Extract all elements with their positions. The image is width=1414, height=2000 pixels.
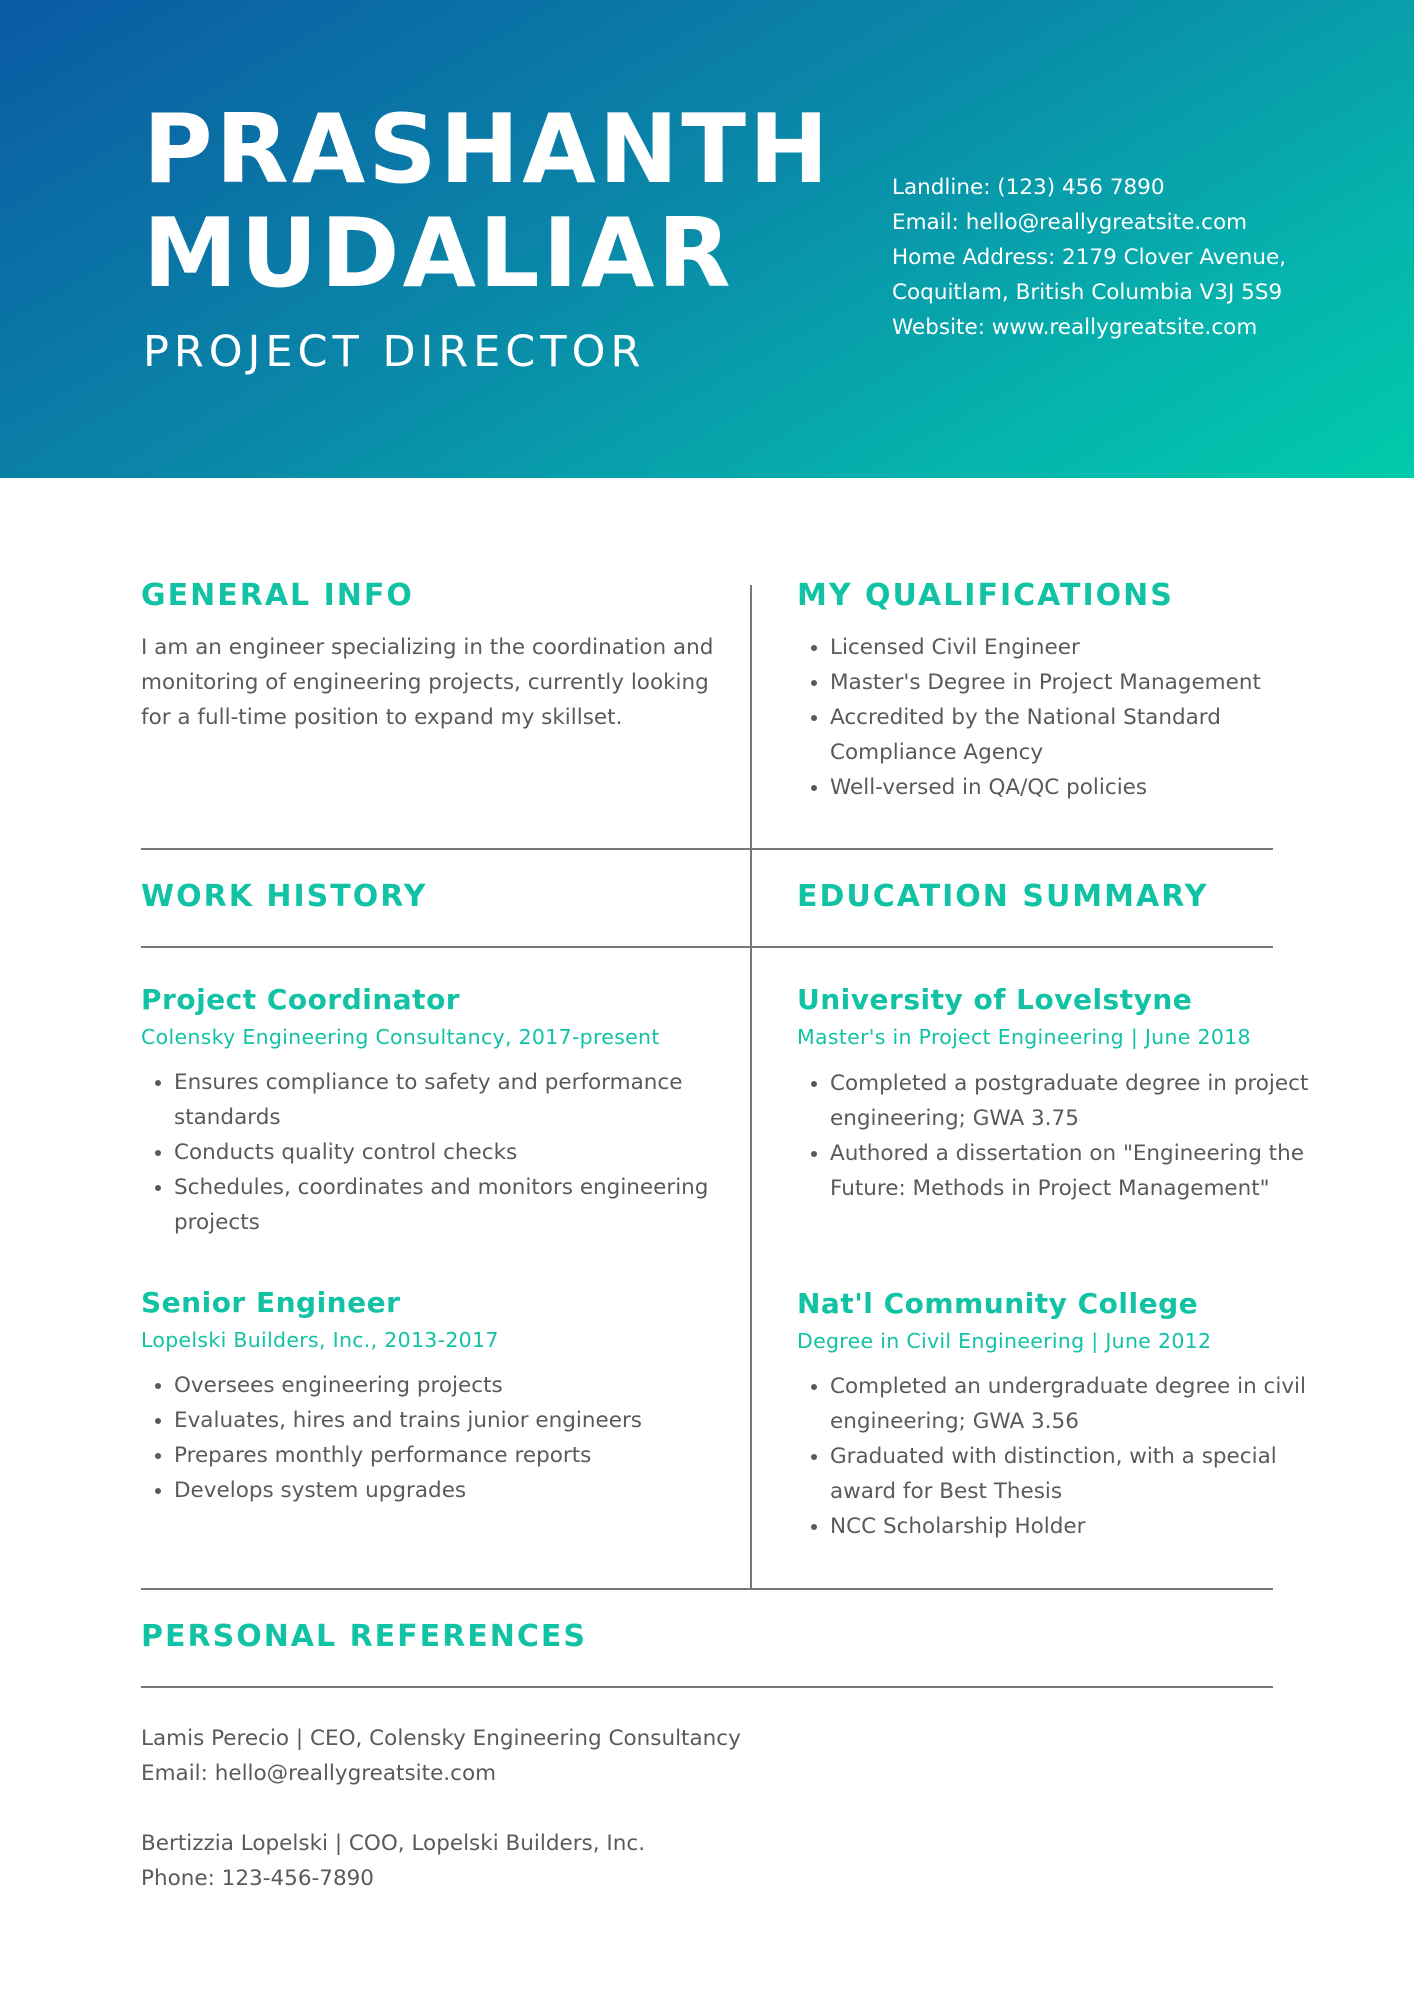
list-item: • Master's Degree in Project Management bbox=[830, 665, 1330, 700]
qualifications-heading: MY QUALIFICATIONS bbox=[797, 578, 1174, 613]
address-line-2: Coquitlam, British Columbia V3J 5S9 bbox=[892, 280, 1283, 305]
general-info-heading: GENERAL INFO bbox=[141, 578, 414, 613]
job-company: Lopelski Builders, Inc., 2013-2017 bbox=[141, 1328, 499, 1352]
school-details bbox=[797, 1066, 1320, 1206]
section-divider bbox=[141, 848, 1273, 850]
reference-name: Lamis Perecio | CEO, Colensky Engineering Consultancy bbox=[141, 1726, 741, 1751]
list-item: • Develops system upgrades bbox=[174, 1473, 764, 1508]
job-duties bbox=[141, 1368, 764, 1508]
first-name: PRASHANTH bbox=[143, 95, 832, 205]
school-details bbox=[797, 1369, 1320, 1544]
reference-contact: Phone: 123-456-7890 bbox=[141, 1866, 374, 1891]
list-item: • Prepares monthly performance reports bbox=[174, 1438, 764, 1473]
section-divider bbox=[141, 1588, 1273, 1590]
email: Email: hello@reallygreatsite.com bbox=[892, 210, 1248, 235]
list-item: • Authored a dissertation on "Engineering the Future: Methods in Project Management" bbox=[830, 1136, 1320, 1206]
job-company: Colensky Engineering Consultancy, 2017-present bbox=[141, 1025, 660, 1049]
reference-contact: Email: hello@reallygreatsite.com bbox=[141, 1761, 497, 1786]
education-heading: EDUCATION SUMMARY bbox=[797, 879, 1209, 914]
job-duties bbox=[141, 1065, 764, 1240]
general-info-text: I am an engineer specializing in the coordination and monitoring of engineering projects, currently looking for a full-time position to expand my skillset. bbox=[141, 635, 714, 730]
website: Website: www.reallygreatsite.com bbox=[892, 315, 1258, 340]
reference-name: Bertizzia Lopelski | COO, Lopelski Builders, Inc. bbox=[141, 1831, 646, 1856]
references-heading: PERSONAL REFERENCES bbox=[141, 1619, 587, 1654]
job-title: PROJECT DIRECTOR bbox=[143, 327, 646, 377]
list-item: • Well-versed in QA/QC policies bbox=[830, 770, 1330, 805]
contact-info bbox=[892, 170, 1286, 345]
list-item: • Schedules, coordinates and monitors engineering projects bbox=[174, 1170, 764, 1240]
list-item: • NCC Scholarship Holder bbox=[830, 1509, 1320, 1544]
school-name: Nat'l Community College bbox=[797, 1287, 1199, 1320]
list-item: • Accredited by the National Standard Compliance Agency bbox=[830, 700, 1330, 770]
list-item: • Ensures compliance to safety and performance standards bbox=[174, 1065, 764, 1135]
candidate-name bbox=[143, 95, 832, 309]
qualifications-list bbox=[797, 630, 1330, 805]
list-item: • Oversees engineering projects bbox=[174, 1368, 764, 1403]
header-banner bbox=[0, 0, 1414, 478]
address-line-1: Home Address: 2179 Clover Avenue, bbox=[892, 245, 1287, 270]
reference-entry bbox=[141, 1721, 741, 1791]
work-history-heading: WORK HISTORY bbox=[141, 879, 428, 914]
job-role: Senior Engineer bbox=[141, 1286, 401, 1319]
job-role: Project Coordinator bbox=[141, 983, 461, 1016]
school-degree: Degree in Civil Engineering | June 2012 bbox=[797, 1329, 1212, 1353]
last-name: MUDALIAR bbox=[143, 199, 734, 309]
reference-entry bbox=[141, 1826, 645, 1896]
list-item: • Licensed Civil Engineer bbox=[830, 630, 1330, 665]
list-item: • Graduated with distinction, with a special award for Best Thesis bbox=[830, 1439, 1320, 1509]
school-degree: Master's in Project Engineering | June 2018 bbox=[797, 1025, 1251, 1049]
section-divider bbox=[141, 1686, 1273, 1688]
list-item: • Completed a postgraduate degree in project engineering; GWA 3.75 bbox=[830, 1066, 1320, 1136]
list-item: • Evaluates, hires and trains junior engineers bbox=[174, 1403, 764, 1438]
section-divider bbox=[141, 946, 1273, 948]
list-item: • Conducts quality control checks bbox=[174, 1135, 764, 1170]
school-name: University of Lovelstyne bbox=[797, 983, 1193, 1016]
list-item: • Completed an undergraduate degree in civil engineering; GWA 3.56 bbox=[830, 1369, 1320, 1439]
landline: Landline: (123) 456 7890 bbox=[892, 175, 1165, 200]
